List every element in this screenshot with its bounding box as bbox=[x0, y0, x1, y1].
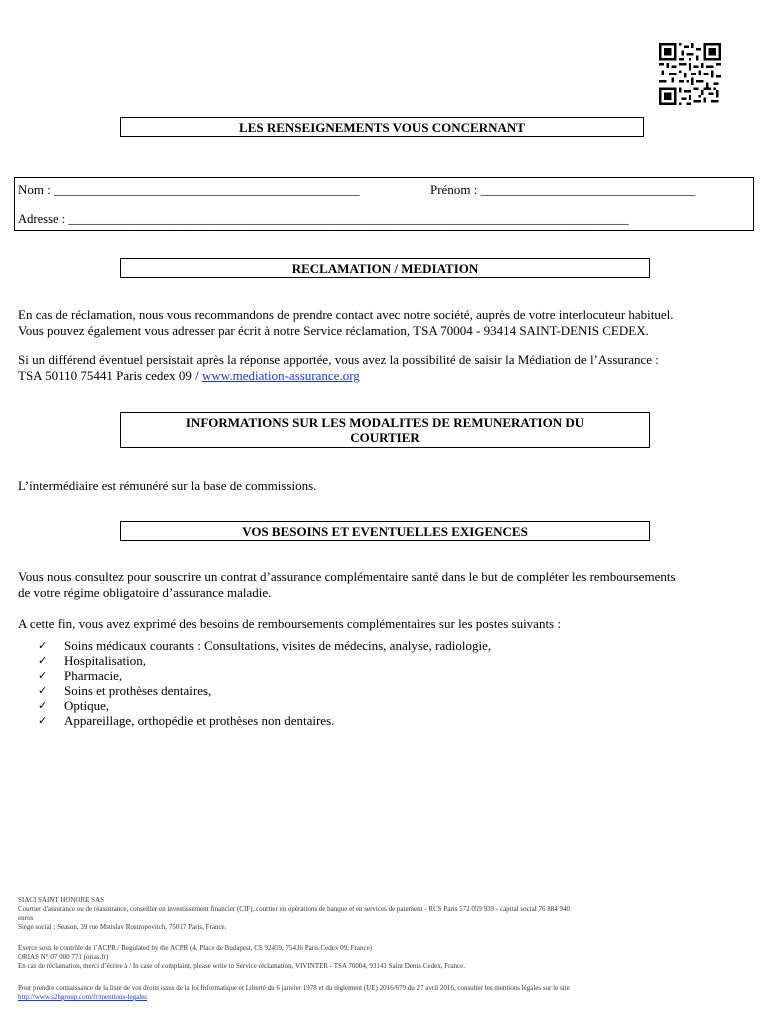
nom-label: Nom : bbox=[18, 182, 51, 197]
list-item bbox=[38, 683, 491, 698]
prenom-field[interactable]: _________________________________ bbox=[480, 182, 696, 197]
list-item bbox=[38, 698, 491, 713]
section-title-text: LES RENSEIGNEMENTS VOUS CONCERNANT bbox=[239, 119, 525, 135]
section-title-text: COURTIER bbox=[350, 430, 420, 445]
list-item-text: Hospitalisation, bbox=[64, 653, 146, 668]
checkmark-icon: ✓ bbox=[38, 684, 48, 697]
text-line: de votre régime obligatoire d’assurance maladie. bbox=[18, 585, 272, 600]
footer-line: Courtier d'assurance ou de réassurance, conseiller en investissement financier (CIF), courtier en opérations de banque et en services de paiement - RCS Paris 572 059 939 - capital social 76 884 940 bbox=[18, 905, 570, 913]
list-item-text: Optique, bbox=[64, 698, 110, 713]
checkmark-icon: ✓ bbox=[38, 654, 48, 667]
footer-privacy bbox=[18, 984, 748, 1002]
checkmark-icon: ✓ bbox=[38, 714, 48, 727]
section-title-text: RECLAMATION / MEDIATION bbox=[291, 260, 479, 276]
mediation-link[interactable]: www.mediation-assurance.org bbox=[202, 368, 360, 383]
list-item bbox=[38, 668, 491, 683]
section-title-renseignements bbox=[120, 117, 644, 137]
checkmark-icon: ✓ bbox=[38, 699, 48, 712]
section-title-besoins bbox=[120, 521, 650, 541]
list-item-text: Pharmacie, bbox=[64, 668, 123, 683]
list-item bbox=[38, 713, 491, 728]
nom-row bbox=[18, 182, 360, 198]
footer-line: Exerce sous le contrôle de l’ACPR / Regulated by the ACPR (4, Place de Budapest, CS 92459, 75436 Paris Cedex 09, France) bbox=[18, 944, 373, 952]
text-line: Si un différend éventuel persistait après la réponse apportée, vous avez la possibilité de saisir la Médiation de l’Assurance : bbox=[18, 352, 659, 367]
checkmark-icon: ✓ bbox=[38, 669, 48, 682]
text-line: En cas de réclamation, nous vous recommandons de prendre contact avec notre société, auprès de votre interlocuteur habituel. bbox=[18, 307, 674, 322]
prenom-row bbox=[430, 182, 695, 198]
text-line bbox=[18, 368, 753, 384]
list-item bbox=[38, 653, 491, 668]
list-item-text: Appareillage, orthopédie et prothèses non dentaires. bbox=[64, 713, 335, 728]
text-line: Vous pouvez également vous adresser par écrit à notre Service réclamation, TSA 70004 - 93414 SAINT-DENIS CEDEX. bbox=[18, 323, 649, 338]
adresse-field[interactable]: _________________________________________________________________________________________ bbox=[68, 212, 629, 226]
text-line: A cette fin, vous avez exprimé des besoins de remboursements complémentaires sur les postes suivants : bbox=[18, 616, 561, 631]
adresse-label: Adresse : bbox=[18, 212, 66, 226]
list-item bbox=[38, 638, 491, 653]
needs-checklist bbox=[38, 638, 491, 728]
prenom-label: Prénom : bbox=[430, 182, 478, 197]
footer-regulation bbox=[18, 944, 748, 971]
checkmark-icon: ✓ bbox=[38, 639, 48, 652]
identity-form bbox=[14, 177, 754, 231]
adresse-row bbox=[18, 212, 629, 227]
footer-line: ORIAS N° 07 000 771 (orias.fr) bbox=[18, 953, 109, 961]
mediation-address: TSA 50110 75441 Paris cedex 09 / bbox=[18, 368, 203, 383]
reclamation-paragraph-1 bbox=[18, 307, 753, 339]
list-item-text: Soins médicaux courants : Consultations, visites de médecins, analyse, radiologie, bbox=[64, 638, 492, 653]
footer-line: En cas de réclamation, merci d’écrire à / In case of complaint, please write to Service réclamation, VIVINTER - TSA 70004, 93141 Saint Denis Cedex, France. bbox=[18, 962, 466, 970]
footer-company: SIACI SAINT HONORE SAS bbox=[18, 896, 105, 904]
footer-line: Pour prendre connaissance de la liste de vos droits issus de la loi Informatique et Liberté du 6 janvier 1978 et du règlement (UE) 2016/679 du 27 avril 2016, consulter les mentions légales sur le site bbox=[18, 984, 570, 992]
besoins-paragraph-1 bbox=[18, 569, 753, 601]
text-line: Vous nous consultez pour souscrire un contrat d’assurance complémentaire santé dans le but de compléter les remboursements bbox=[18, 569, 676, 584]
footer-line: Siège social : Season, 39 rue Mstislav Rostropovitch, 75017 Paris, France. bbox=[18, 923, 227, 931]
section-title-remuneration bbox=[120, 412, 650, 448]
section-title-text: VOS BESOINS ET EVENTUELLES EXIGENCES bbox=[242, 523, 528, 539]
list-item-text: Soins et prothèses dentaires, bbox=[64, 683, 212, 698]
qr-code bbox=[659, 43, 721, 105]
section-title-text: INFORMATIONS SUR LES MODALITES DE REMUNERATION DU bbox=[185, 415, 585, 430]
nom-field[interactable]: _______________________________________________ bbox=[54, 182, 360, 197]
remuneration-paragraph bbox=[18, 478, 753, 494]
legal-notice-link[interactable]: http://www.s2hgroup.com/fr/mentions-legales bbox=[18, 993, 148, 1001]
text-line: L’intermédiaire est rémunéré sur la base de commissions. bbox=[18, 478, 317, 493]
footer-legal bbox=[18, 896, 748, 932]
reclamation-paragraph-2 bbox=[18, 352, 753, 384]
footer-line: euros bbox=[18, 914, 34, 922]
section-title-reclamation bbox=[120, 258, 650, 278]
besoins-paragraph-2 bbox=[18, 616, 753, 632]
